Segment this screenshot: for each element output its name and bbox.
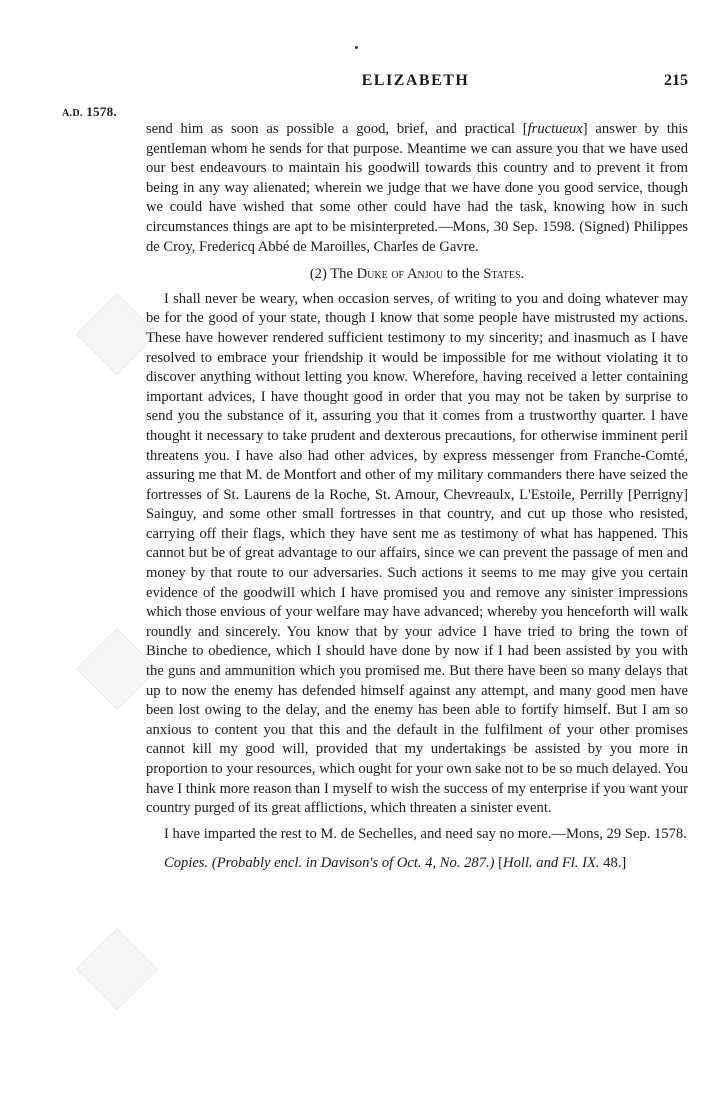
source-copies: Copies. [164, 855, 209, 872]
continuation-text-before: send him as soon as possible a good, brief, and practical [ [146, 121, 528, 137]
letter-paragraph: I shall never be weary, when occasion serves, of writing to you and doing whatever may be for the good of your state, though I know that some people have mistrusted my actions. These have however rendered sufficient testimony to my sincerity; and inasmuch as I have resolved to embrace your friendship it would be impossible for me without violating it to discover anything without letting you know. Wherefore, having received a letter containing important advices, I have thought good in order that you may not be taken by surprise to send you the substance of it, assuring you that it comes from a trustworthy quarter. I have thought it necessary to take prudent and dexterous precautions, for otherwise imminent peril threatens you. I have also had other advices, by express messenger from Franche-Comté, assuring me that M. de Montfort and other of my military commanders there have seized the fortresses of St. Laurens de la Roche, St. Amour, Chevreaulx, L'Estoile, Perrilly [Perrigny] Sainguy, and some other small fortresses in that country, and cut up those who resisted, carrying off their flags, which they have sent me as testimony of what has happened. This cannot but be of great advantage to our affairs, since we can prevent the passage of men and money by that route to our adversaries. Such actions it seems to me may give you certain evidence of the goodwill which I have promised you and remove any sinister impressions which those envious of your welfare may have advanced; whereby you henceforth will walk roundly and sincerely. You know that by your advice I have tried to bring the town of Binche to obedience, which I should have done by now if I had been assisted by you with the guns and ammunition which you promised me. But there have been so many delays that up to now the enemy has defended himself against any attempt, and many good men have been lost owing to the delay, and the enemy has been able to fortify himself. But I am so anxious to content you that this and the default in the fulfilment of your other promises cannot kill my good will, provided that my undertakings be assisted by you more in proportion to your resources, which ought for your own sake not to be so much delayed. You have I think more reason than I myself to wish the success of my enterprise if you want your country purged of its great afflictions, which threaten a sinister event. [146, 290, 688, 817]
margin-date-prefix: A.D. [62, 108, 83, 119]
running-header [143, 72, 688, 94]
watermark-stamp [76, 928, 158, 1010]
margin-date [62, 104, 117, 120]
source-reference: Holl. and Fl. IX. [503, 855, 600, 872]
letter-closing-paragraph: I have imparted the rest to M. de Sechelles, and need say no more.—Mons, 29 Sep. 1578. [164, 825, 687, 842]
page-number: 215 [664, 72, 688, 89]
source-enclosure: (Probably encl. in Davison's of Oct. 4, No. 287.) [211, 855, 495, 872]
continuation-italic-word: fructueux [527, 121, 583, 137]
body-text [146, 120, 688, 889]
running-title: ELIZABETH [361, 72, 470, 89]
source-note [146, 854, 688, 874]
continuation-paragraph [146, 120, 688, 257]
section-heading [146, 265, 688, 285]
continuation-text-after: ] answer by this gentleman whom he sends for that purpose. Meantime we can assure you that we have used our best endeavours to maintain his goodwill towards this country and to prevent it from being in any way alienated; wherein we judge that we have done you good service, though we could have wished that some other could have had the task, knowing how in such circumstances things are apt to be misinterpreted.—Mons, 30 Sep. 1598. (Signed) Philippes de Croy, Fredericq Abbé de Maroilles, Charles de Gavre. [146, 121, 688, 255]
section-the: The [330, 266, 353, 283]
section-sender: Duke of Anjou [356, 266, 444, 283]
margin-date-year: 1578. [86, 104, 117, 119]
section-number: (2) [309, 266, 327, 283]
source-reference-open: [ [498, 855, 504, 872]
source-reference-rest: 48.] [599, 855, 627, 872]
section-recipient-prefix: to the [446, 266, 480, 283]
section-recipient: States. [483, 266, 525, 283]
page-mark [355, 46, 358, 49]
